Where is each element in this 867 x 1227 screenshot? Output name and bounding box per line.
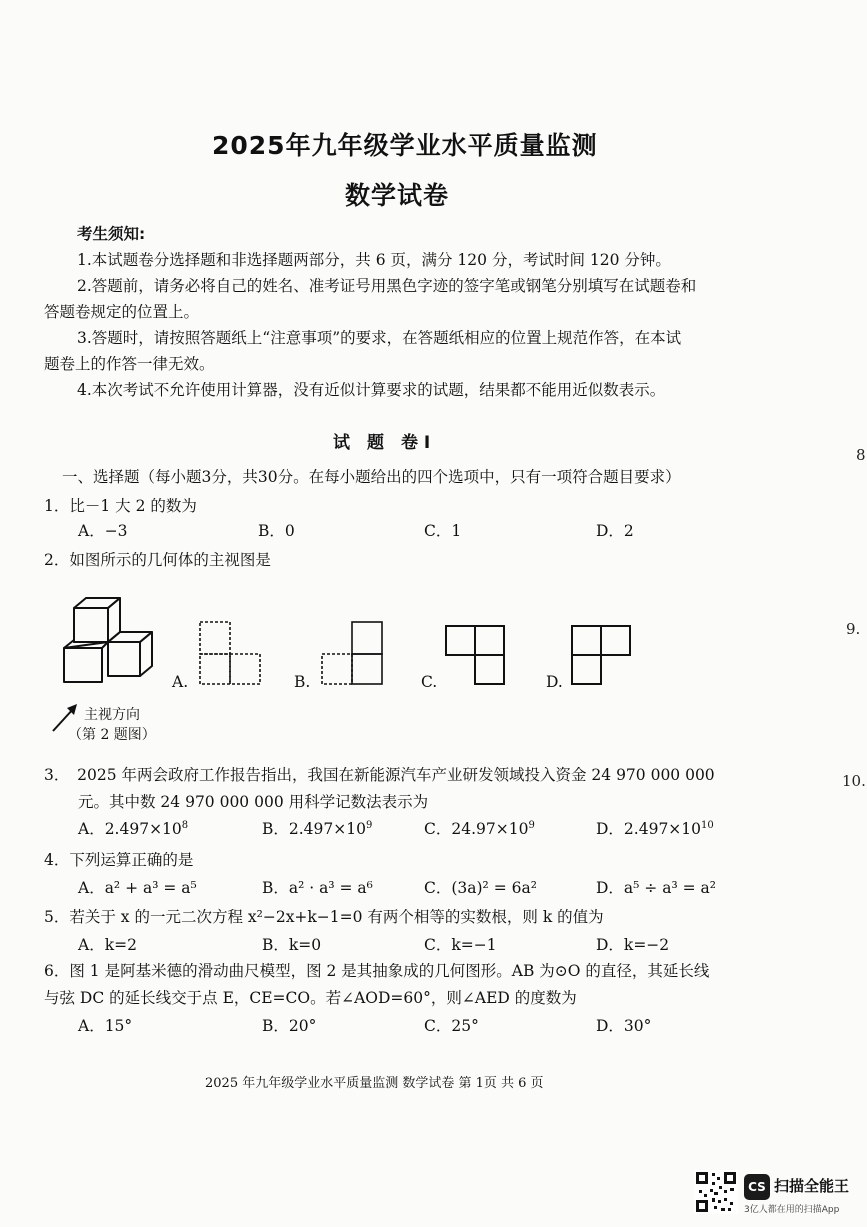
exam-title: 2025年九年级学业水平质量监测: [212, 131, 598, 160]
edge-number: 8: [856, 446, 866, 464]
q4-option-d: D．a⁵ ÷ a³ = a²: [596, 879, 716, 897]
q5-option-b: B．k=0: [262, 936, 322, 954]
qr-code-icon: [694, 1170, 738, 1214]
q2-option-b-figure: [318, 620, 386, 688]
page-footer: 2025 年九年级学业水平质量监测 数学试卷 第 1页 共 6 页: [205, 1076, 544, 1091]
question-6-line-1: 6．图 1 是阿基米德的滑动曲尺模型，图 2 是其抽象成的几何图形。AB 为⊙O 的直径，其延长线: [44, 962, 710, 980]
q3-option-a: A．$2.497\times 10^8$: [78, 819, 189, 838]
q6-option-c: C．25°: [424, 1017, 479, 1035]
notice-item: 题卷上的作答一律无效。: [44, 355, 215, 373]
q3-option-b: B．$2.497\times 10^9$: [262, 819, 373, 838]
q2-figure-caption: （第 2 题图）: [68, 727, 156, 743]
question-5-stem: 5．若关于 x 的一元二次方程 x²−2x+k−1=0 有两个相等的实数根，则 k 的值为: [44, 908, 604, 926]
section-intro: 一、选择题（每小题3分，共30分。在每小题给出的四个选项中，只有一项符合题目要求）: [62, 468, 681, 486]
q6-option-d: D．30°: [596, 1017, 652, 1035]
question-6-line-2: 与弦 DC 的延长线交于点 E，CE=CO。若∠AOD=60°，则∠AED 的度数为: [44, 989, 577, 1007]
notice-heading: 考生须知:: [77, 225, 146, 243]
q2-option-d-figure: [570, 624, 632, 686]
notice-item: 3.答题时，请按照答题纸上“注意事项”的要求，在答题纸相应的位置上规范作答，在本试: [77, 329, 682, 347]
notice-item: 1.本试题卷分选择题和非选择题两部分，共 6 页，满分 120 分，考试时间 120 分钟。: [77, 251, 671, 269]
q4-option-c: C．(3a)² = 6a²: [424, 879, 537, 897]
q6-option-a: A．15°: [78, 1017, 133, 1035]
q3-option-c: C．$24.97\times 10^9$: [424, 819, 535, 838]
question-2-stem: 2．如图所示的几何体的主视图是: [44, 551, 271, 569]
q2-solid-figure: [58, 596, 162, 692]
q4-option-a: A．a² + a³ = a⁵: [78, 879, 197, 897]
q2-option-c-figure: [444, 624, 506, 686]
question-3-line-1: 3． 2025 年两会政府工作报告指出，我国在新能源汽车产业研发领域投入资金 24 970 000 000: [44, 766, 715, 784]
edge-number: 10.: [842, 772, 866, 790]
q2-option-b-label: B.: [294, 673, 311, 691]
q5-option-d: D．k=−2: [596, 936, 670, 954]
scanner-tagline: 3亿人都在用的扫描App: [744, 1205, 840, 1215]
q5-option-a: A．k=2: [78, 936, 137, 954]
exam-subtitle: 数学试卷: [345, 181, 450, 210]
section-title: 试 题 卷 I: [333, 433, 431, 453]
q6-option-b: B．20°: [262, 1017, 317, 1035]
edge-number: 9.: [846, 620, 861, 638]
q2-option-c-label: C.: [421, 673, 438, 691]
q1-option-d: D．2: [596, 522, 634, 540]
question-4-stem: 4．下列运算正确的是: [44, 851, 194, 869]
q1-option-c: C．1: [424, 522, 462, 540]
scanner-logo-icon: CS: [744, 1174, 770, 1200]
question-3-line-2: 元。其中数 24 970 000 000 用科学记数法表示为: [78, 793, 429, 811]
q3-option-d: D．$2.497\times 10^{10}$: [596, 819, 714, 838]
q2-option-d-label: D.: [546, 673, 563, 691]
question-1-stem: 1．比－1 大 2 的数为: [44, 497, 197, 515]
notice-item: 答题卷规定的位置上。: [44, 303, 200, 321]
scanner-app-name: 扫描全能王: [774, 1177, 850, 1195]
q5-option-c: C．k=−1: [424, 936, 497, 954]
q1-option-b: B．0: [258, 522, 295, 540]
q2-option-a-figure: [196, 620, 264, 688]
q2-option-a-label: A.: [172, 673, 189, 691]
view-direction-label: 主视方向: [84, 707, 140, 723]
q1-option-a: A．−3: [78, 522, 128, 540]
notice-item: 2.答题前，请务必将自己的姓名、准考证号用黑色字迹的签字笔或钢笔分别填写在试题卷和: [77, 277, 697, 295]
notice-item: 4.本次考试不允许使用计算器，没有近似计算要求的试题，结果都不能用近似数表示。: [77, 381, 666, 399]
q4-option-b: B．a² · a³ = a⁶: [262, 879, 373, 897]
